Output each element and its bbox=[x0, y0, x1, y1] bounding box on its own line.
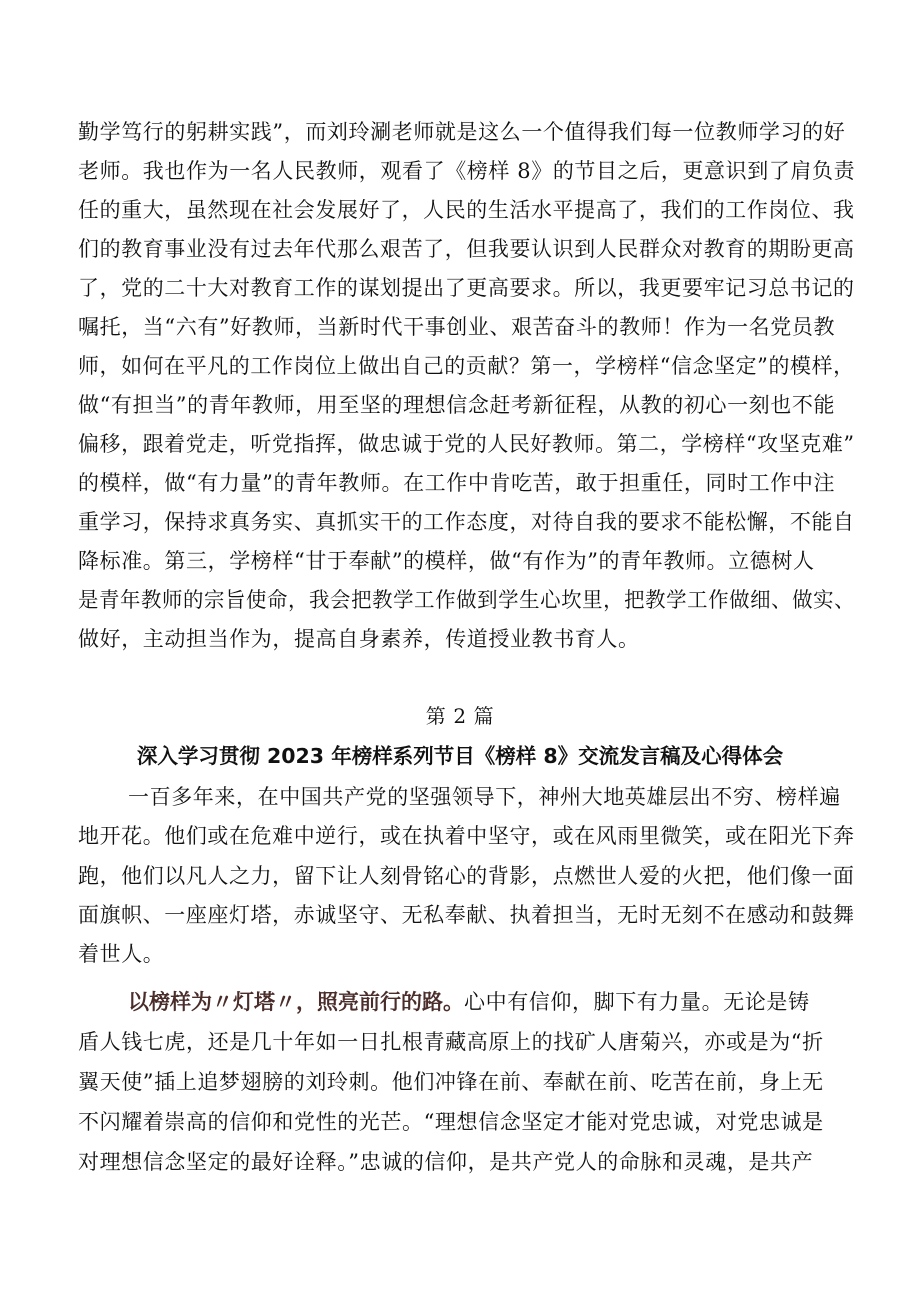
text-line: 们的教育事业没有过去年代那么艰苦了，但我要认识到人民群众对教育的期盼更高 bbox=[78, 237, 855, 261]
text-line: 盾人钱七虎，还是几十年如一日扎根青藏高原上的找矿人唐菊兴，亦或是为“折 bbox=[78, 1030, 824, 1054]
text-line: 地开花。他们或在危难中逆行，或在执着中坚守，或在风雨里微笑，或在阳光下奔 bbox=[78, 824, 855, 848]
text-line: 翼天使”插上追梦翅膀的刘玲刺。他们冲锋在前、奉献在前、吃苦在前，身上无 bbox=[78, 1070, 824, 1094]
text-line: 重学习，保持求真务实、真抓实干的工作态度，对待自我的要求不能松懈，不能自 bbox=[78, 510, 855, 534]
text-line: 任的重大，虽然现在社会发展好了，人民的生活水平提高了，我们的工作岗位、我 bbox=[78, 198, 855, 222]
text-line: 着世人。 bbox=[78, 942, 165, 966]
document-title: 深入学习贯彻 2023 年榜样系列节目《榜样 8》交流发言稿及心得体会 bbox=[136, 744, 784, 768]
text-line: 是青年教师的宗旨使命，我会把教学工作做到学生心坎里，把教学工作做细、做实、 bbox=[78, 588, 856, 612]
text-line: 跑，他们以凡人之力，留下让人刻骨铭心的背影，点燃世人爱的火把，他们像一面 bbox=[78, 864, 855, 888]
text-line: 的模样，做“有力量”的青年教师。在工作中肯吃苦，敢于担重任，同时工作中注 bbox=[78, 471, 836, 495]
text-line: 做好，主动担当作为，提高自身素养，传道授业教书育人。 bbox=[78, 627, 640, 651]
text-line: 降标准。第三，学榜样“甘于奉献”的模样，做“有作为”的青年教师。立德树人 bbox=[78, 549, 815, 573]
text-line: 对理想信念坚定的最好诠释。”忠诚的信仰，是共产党人的命脉和灵魂，是共产 bbox=[78, 1150, 814, 1174]
paragraph-lead-rest: 心中有信仰，脚下有力量。无论是铸 bbox=[464, 990, 810, 1014]
paragraph-lead: 以榜样为〃灯塔〃，照亮前行的路。 bbox=[128, 990, 464, 1014]
text-line: 不闪耀着崇高的信仰和党性的光芒。“理想信念坚定才能对党忠诚，对党忠诚是 bbox=[78, 1110, 824, 1134]
text-line: 面旗帜、一座座灯塔，赤诚坚守、无私奉献、执着担当，无时无刻不在感动和鼓舞 bbox=[78, 903, 855, 927]
text-line: 师，如何在平凡的工作岗位上做出自己的贡献？第一，学榜样“信念坚定”的模样， bbox=[78, 354, 855, 378]
text-line: 了，党的二十大对教育工作的谋划提出了更高要求。所以，我更要牢记习总书记的 bbox=[78, 276, 855, 300]
text-line bbox=[128, 988, 810, 1016]
section-label: 第 2 篇 bbox=[425, 704, 495, 728]
text-line: 偏移，跟着党走，听党指挥，做忠诚于党的人民好教师。第二，学榜样“攻坚克难” bbox=[78, 432, 855, 456]
text-line: 老师。我也作为一名人民教师，观看了《榜样 8》的节目之后，更意识到了肩负责 bbox=[78, 159, 856, 183]
text-line: 做“有担当”的青年教师，用至坚的理想信念赶考新征程，从教的初心一刻也不能 bbox=[78, 393, 836, 417]
text-line: 嘱托，当“六有”好教师，当新时代干事创业、艰苦奋斗的教师！作为一名党员教 bbox=[78, 315, 836, 339]
text-line: 勤学笃行的躬耕实践”，而刘玲涮老师就是这么一个值得我们每一位教师学习的好 bbox=[78, 120, 846, 144]
text-line: 一百多年来，在中国共产党的坚强领导下，神州大地英雄层出不穷、榜样遍 bbox=[128, 785, 841, 809]
